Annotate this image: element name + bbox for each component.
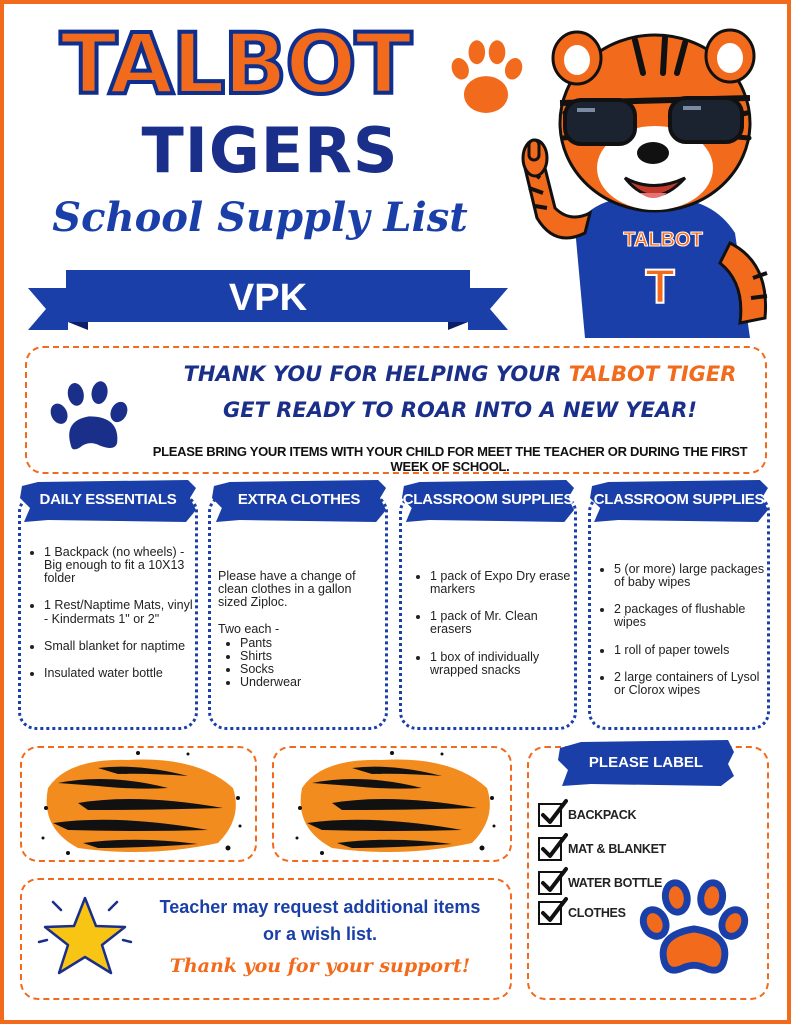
column-list-daily-essentials — [26, 546, 196, 694]
list-item: • 2 large containers of Lysol or Clorox wipes — [614, 671, 768, 697]
talbot-tiger-highlight: TALBOT TIGER — [568, 362, 737, 386]
star-icon — [35, 890, 135, 980]
tiger-mascot-illustration — [515, 18, 785, 338]
checkbox-checked-icon — [538, 803, 562, 827]
checkbox-checked-icon — [538, 871, 562, 895]
checkbox-checked-icon — [538, 837, 562, 861]
list-item: • 1 pack of Mr. Clean erasers — [430, 610, 574, 636]
extra-clothes-intro: Please have a change of clean clothes in a gallon sized Ziploc. — [218, 569, 356, 610]
list-item: • Pants — [240, 637, 384, 650]
shirt-text: TALBOT — [623, 229, 703, 251]
extra-clothes-subhead: Two each - — [218, 622, 280, 637]
list-item: • Small blanket for naptime — [44, 640, 196, 653]
title-school-supply-list: School Supply List — [52, 194, 468, 241]
list-item: • 5 (or more) large packages of baby wipes — [614, 563, 768, 589]
list-item: • 1 Rest/Naptime Mats, vinyl - Kindermats 1" or 2" — [44, 599, 196, 625]
list-item: • Shirts — [240, 650, 384, 663]
column-list-classroom-supplies-2 — [596, 563, 768, 711]
list-item: • 1 box of individually wrapped snacks — [430, 651, 574, 677]
title-talbot: TALBOT — [59, 15, 411, 113]
title-tigers: TIGERS — [141, 114, 399, 187]
teacher-note-thanks: Thank you for your support! — [169, 955, 471, 977]
instructions-text: PLEASE BRING YOUR ITEMS WITH YOUR CHILD FOR MEET THE TEACHER OR DURING THE FIRST WEEK OF SCHOOL. — [152, 444, 748, 474]
column-header-classroom-supplies-1: CLASSROOM SUPPLIES — [400, 478, 576, 524]
tiger-stripe-graphic — [38, 748, 243, 860]
label-item: WATER BOTTLE — [538, 870, 662, 896]
thank-you-line-2: GET READY TO ROAR INTO A NEW YEAR! — [223, 398, 697, 422]
list-item: • Underwear — [240, 676, 384, 689]
thank-you-line-1: THANK YOU FOR HELPING YOUR TALBOT TIGER — [183, 362, 737, 386]
tiger-stripe-graphic — [292, 748, 497, 860]
shirt-letter: T — [645, 261, 675, 314]
label-item: CLOTHES — [538, 900, 626, 926]
column-header-classroom-supplies-2: CLASSROOM SUPPLIES — [588, 478, 770, 524]
list-item: • Insulated water bottle — [44, 667, 196, 680]
list-item: • 2 packages of flushable wipes — [614, 603, 768, 629]
column-header-extra-clothes: EXTRA CLOTHES — [210, 478, 388, 524]
checkbox-checked-icon — [538, 901, 562, 925]
paw-print-icon — [635, 866, 753, 984]
label-item: MAT & BLANKET — [538, 836, 666, 862]
please-label-header: PLEASE LABEL — [556, 738, 736, 788]
list-item: • 1 Backpack (no wheels) - Big enough to fit a 10X13 folder — [44, 546, 196, 585]
column-header-daily-essentials: DAILY ESSENTIALS — [18, 478, 198, 524]
label-item: BACKPACK — [538, 802, 636, 828]
paw-print-icon — [45, 368, 133, 456]
teacher-note-line-2: or a wish list. — [262, 924, 378, 944]
list-item: • 1 roll of paper towels — [614, 644, 768, 657]
column-list-classroom-supplies-1 — [412, 570, 574, 691]
column-list-extra-clothes — [218, 570, 384, 689]
list-item: • Socks — [240, 663, 384, 676]
grade-label: VPK — [228, 277, 308, 319]
list-item: • 1 pack of Expo Dry erase markers — [430, 570, 574, 596]
teacher-note-line-1: Teacher may request additional items — [159, 897, 481, 917]
